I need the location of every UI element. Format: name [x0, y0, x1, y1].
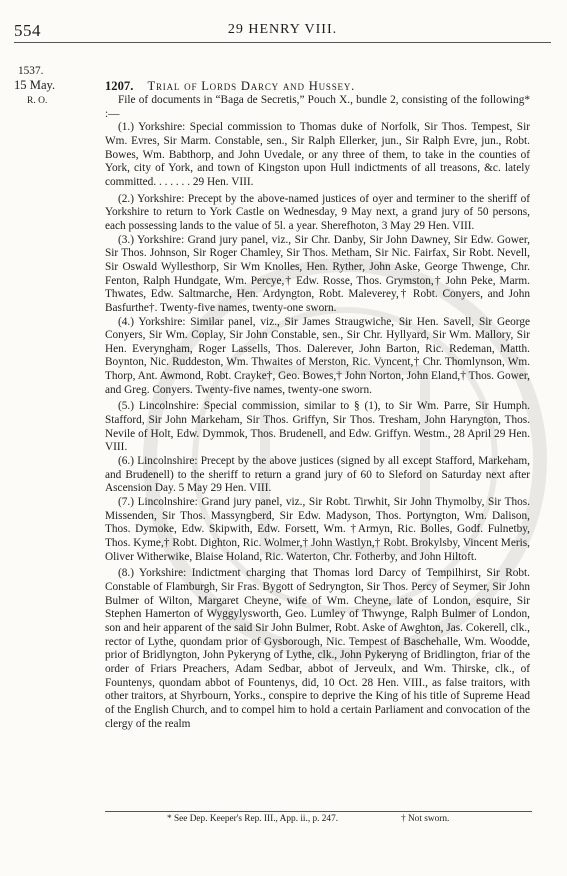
entry-title: Trial of Lords Darcy and Hussey. — [147, 79, 356, 93]
running-head: 29 HENRY VIII. — [227, 22, 338, 37]
paragraph-intro: File of documents in “Baga de Secretis,” Pouch X., bundle 2, consisting of the following* :— — [105, 94, 530, 120]
page-header — [14, 21, 551, 43]
entry-heading — [105, 79, 355, 94]
paragraph-5: (5.) Lincolnshire: Special commission, similar to § (1), to Sir Wm. Parre, Sir Humph. Stafford, Sir John Markeham, Sir Thos. Griffyn, Sir Thos. Tresham, John Haryngton, Thos. Nevile of Holt, Edw. Dymmok, Thos. Brudenell, and Edw. Griffyn. Westm., 28 April 29 Hen. VIII. — [105, 400, 530, 454]
paragraph-8: (8.) Yorkshire: Indictment charging that Thomas lord Darcy of Tempilhirst, Sir Robt. Constable of Flamburgh, Sir Fras. Bygott of Sedryngton, Sir Thos. Percy of Seymer, Sir John Bulmer of Wilton, Margaret Cheyne, wife of Wm. Cheyne, late of London, esquire, Sir Stephen Hamerton of Wyggylysworth, Geo. Lumley of Thwynge, Ralph Bulmer of London, son and heir apparent of the said Sir John Bulmer, Robt. Aske of Awghton, Jas. Cokerell, clk., rector of Lythe, quondam prior of Gysborough, Nic. Tempest of Baschehalle, Wm. Woodde, prior of Bridlyngton, John Pykeryng of Lythe, clk., John Pykeryng of Bridlington, friar of the order of Friars Preachers, Adam Sedbar, abbot of Jerveulx, and Wm. Thirske, clk., of Fountenys, quondam abbot of Fountenys, did, 10 Oct. 28 Hen. VIII., as false traitors, with other traitors, at Shyrbourn, Yorks., conspire to deprive the King of his title of Supreme Head of the English Church, and to compel him to hold a certain Parliament and convocation of the clergy of the realm — [105, 567, 530, 730]
margin-year: 1537. — [18, 65, 44, 77]
margin-date: 15 May. — [14, 78, 56, 92]
header-rule — [14, 42, 551, 43]
paragraph-7: (7.) Lincolnshire: Grand jury panel, viz., Sir Robt. Tirwhit, Sir John Thymolby, Sir Thos. Missenden, Sir Thos. Massyngberd, Sir Edw. Madyson, Thos. Portyngton, Wm. Dalison, Thos. Dymoke, Edw. Skipwith, Edw. Forsett, Wm. †Armyn, Ric. Bolles, Godf. Fulnetby, Thos. Kyme,† Robt. Dighton, Ric. Wolmer,† John Wastlyn,† Robt. Brokylsby, Vincent Meris, Oliver Witherwike, Blaise Holand, Ric. Waterton, Chr. Fotherby, and John Hiltoft. — [105, 496, 530, 563]
footnote-left: * See Dep. Keeper's Rep. III., App. ii., p. 247. — [167, 814, 339, 824]
footnote-rule — [105, 811, 532, 812]
paragraph-4: (4.) Yorkshire: Similar panel, viz., Sir James Straugwiche, Sir Hen. Savell, Sir George Conyers, Sir Wm. Coplay, Sir John Constable, sen., Sir Chr. Hyllyard, Sir Wm. Mallory, Sir Hen. Everyngham, Roger Lassells, Thos. Dalerever, John Barton, Ric. Redeman, Matth. Boynton, Nic. Ruddeston, Wm. Thwaites of Merston, Ric. Vyncent,† Chr. Thomlynson, Wm. Thorp, Ant. Awmond, Robt. Crayke†, Geo. Bowes,† John Norton, John Eland,† Thos. Gower, and Greg. Conyers. Twenty-five names, twenty-one sworn. — [105, 315, 530, 396]
page-number: 554 — [14, 21, 41, 40]
margin-source: R. O. — [27, 96, 48, 106]
paragraph-6: (6.) Lincolnshire: Precept by the above justices (signed by all except Stafford, Markeham, and Brudenell) to the sheriff to return a grand jury of 60 to Sleford on Saturday next after Ascension Day. 5 May 29 Hen. VIII. — [105, 455, 530, 495]
entry-number: 1207. — [105, 79, 134, 93]
footnote-right: † Not sworn. — [401, 814, 450, 824]
paragraph-3: (3.) Yorkshire: Grand jury panel, viz., Sir Chr. Danby, Sir John Dawney, Sir Edw. Gower, Sir Thos. Johnson, Sir Roger Chamley, Sir Thos. Metham, Sir Nic. Fairfax, Sir Robt. Nevell, Sir Oswald Wyllesthorp, Sir Wm Knolles, Hen. Ryther, John Aske, George Thwenge, Chr. Fenton, Ralph Hundgate, Wm. Percye,† Edw. Rosse, Thos. Grymston,† John Peke, Marm. Thwates, Edw. Saltmarche, Hen. Ardyngton, Robt. Maleverey,† Robt. Conyers, and John Basfurthe†. Twenty-five names, twenty-one sworn. — [105, 233, 530, 314]
paragraph-1: (1.) Yorkshire: Special commission to Thomas duke of Norfolk, Sir Thos. Tempest, Sir Wm. Evres, Sir Marm. Constable, sen., Sir Ralph Ellerker, jun., Sir Ralph Evre, jun., Robt. Bowes, Wm. Babthorp, and John Uvedale, or any three of them, to take in the counties of York, city of York, and town of Kingston upon Hull indictments of all treasons, &c. lately committed. . . . . . . 29 Hen. VIII. — [105, 121, 530, 188]
paragraph-2: (2.) Yorkshire: Precept by the above-named justices of oyer and terminer to the sheriff of Yorkshire to return to York Castle on Wednesday, 9 May next, a grand jury of 50 persons, each possessing lands to the value of 5l. a year. Sherefhoton, 3 May 29 Hen. VIII. — [105, 192, 530, 232]
entry-body — [105, 94, 530, 731]
